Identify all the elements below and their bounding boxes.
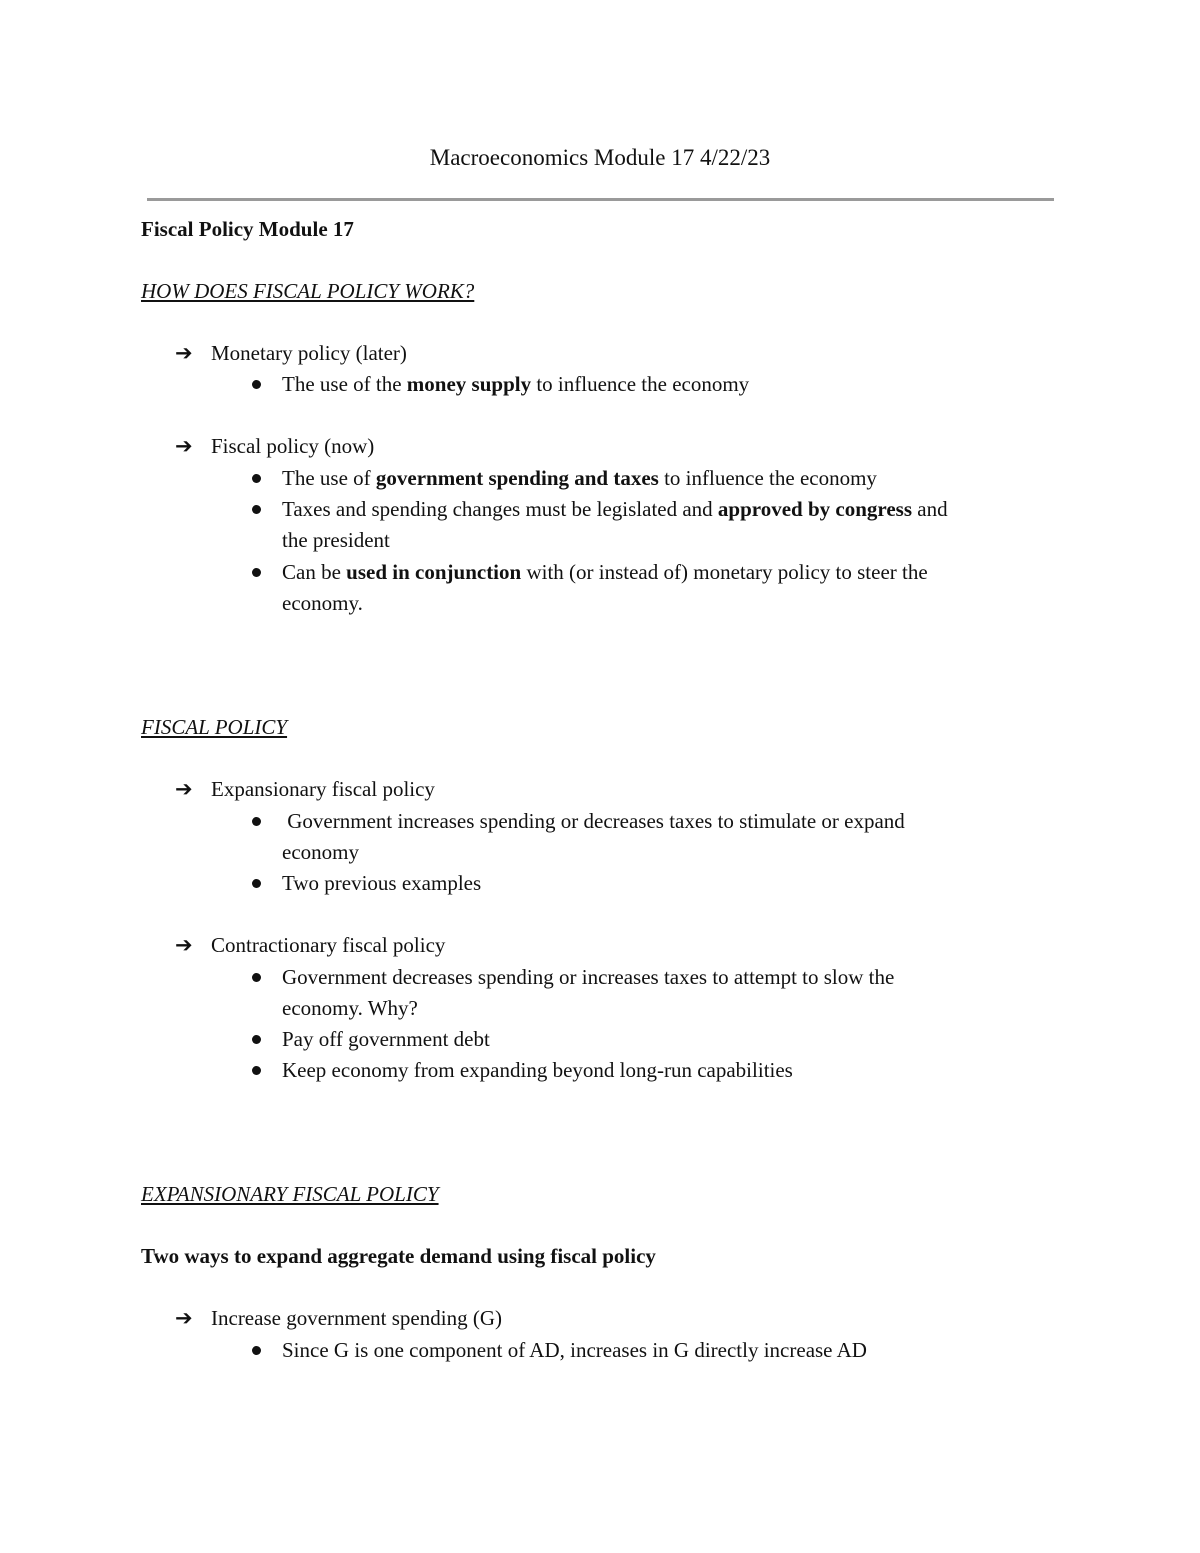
list-item-increase-g: Increase government spending (G)	[211, 1306, 502, 1330]
section-heading-how: HOW DOES FISCAL POLICY WORK?	[141, 279, 475, 303]
bullet-icon	[252, 568, 261, 577]
arrow-icon: ➔	[175, 341, 193, 365]
section-heading-expansionary-fiscal-policy: EXPANSIONARY FISCAL POLICY	[141, 1182, 439, 1206]
subtitle: Fiscal Policy Module 17	[141, 217, 354, 241]
bullet-icon	[252, 973, 261, 982]
list-item-expansionary-b1-cont: economy	[282, 840, 359, 864]
bullet-icon	[252, 380, 261, 389]
list-item-contractionary-b1-cont: economy. Why?	[282, 996, 418, 1020]
bullet-icon	[252, 1066, 261, 1075]
list-item-contractionary: Contractionary fiscal policy	[211, 933, 446, 957]
list-item-contractionary-b1: Government decreases spending or increases taxes to attempt to slow the	[282, 965, 895, 989]
list-item-fiscal-b2-cont: the president	[282, 528, 390, 552]
arrow-icon: ➔	[175, 434, 193, 458]
bullet-icon	[252, 879, 261, 888]
list-item-fiscal-b2: Taxes and spending changes must be legislated and approved by congress and	[282, 497, 948, 521]
bullet-icon	[252, 474, 261, 483]
title-divider	[147, 198, 1054, 201]
bullet-icon	[252, 505, 261, 514]
list-item-contractionary-b2: Pay off government debt	[282, 1027, 490, 1051]
bullet-icon	[252, 817, 261, 826]
list-item-increase-g-b1: Since G is one component of AD, increases in G directly increase AD	[282, 1338, 867, 1362]
list-item-monetary: Monetary policy (later)	[211, 341, 407, 365]
bullet-icon	[252, 1346, 261, 1355]
list-item-monetary-b1: The use of the money supply to influence the economy	[282, 372, 750, 396]
list-item-expansionary-b2: Two previous examples	[282, 871, 482, 895]
list-item-expansionary: Expansionary fiscal policy	[211, 777, 435, 801]
subheading-two-ways: Two ways to expand aggregate demand using fiscal policy	[141, 1244, 656, 1268]
page-title: Macroeconomics Module 17 4/22/23	[429, 145, 771, 170]
arrow-icon: ➔	[175, 1306, 193, 1330]
bullet-icon	[252, 1035, 261, 1044]
list-item-fiscal-b3: Can be used in conjunction with (or instead of) monetary policy to steer the	[282, 560, 928, 584]
section-heading-fiscal-policy: FISCAL POLICY	[141, 715, 288, 739]
arrow-icon: ➔	[175, 933, 193, 957]
arrow-icon: ➔	[175, 777, 193, 801]
list-item-contractionary-b3: Keep economy from expanding beyond long-run capabilities	[282, 1058, 793, 1082]
list-item-fiscal: Fiscal policy (now)	[211, 434, 375, 458]
list-item-fiscal-b3-cont: economy.	[282, 591, 363, 615]
list-item-fiscal-b1: The use of government spending and taxes to influence the economy	[282, 466, 877, 490]
list-item-expansionary-b1: Government increases spending or decreases taxes to stimulate or expand	[282, 809, 905, 833]
